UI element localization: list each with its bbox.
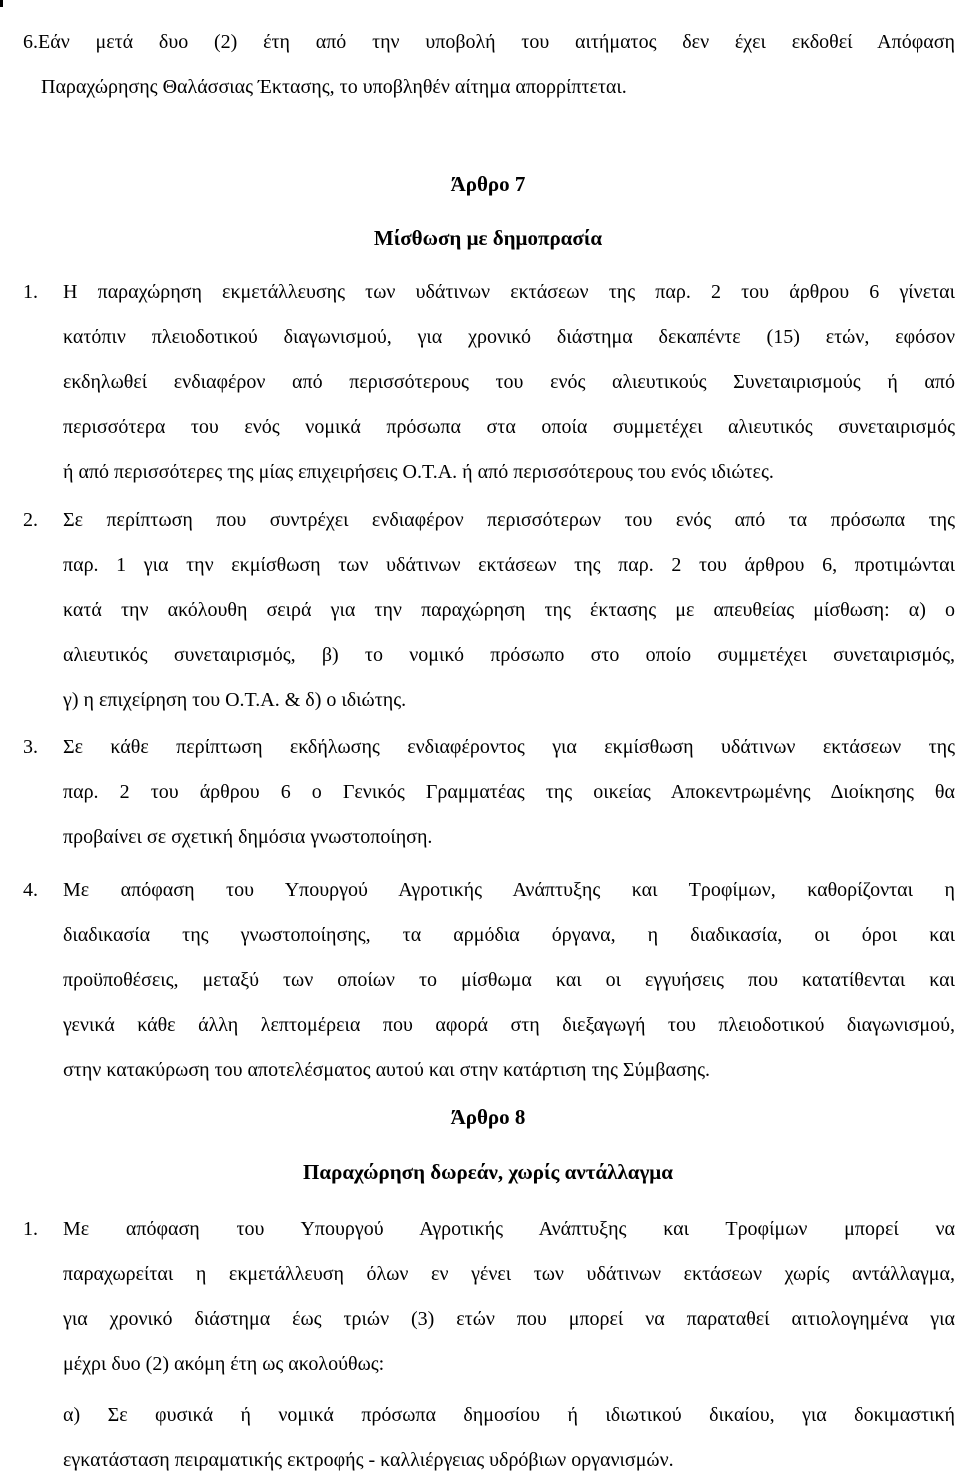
paragraph-text: Σε κάθε περίπτωση εκδήλωσης ενδιαφέροντος για εκμίσθωση υδάτινων εκτάσεων της [63, 736, 955, 758]
article-7-paragraph-3 [23, 725, 955, 860]
article-8-title: Άρθρο 8 [450, 1105, 526, 1129]
paragraph-number: 1. [23, 1218, 38, 1240]
article-7-p1-line-1 [23, 270, 955, 315]
article-7-paragraph-2 [23, 498, 955, 723]
article-7-p2-line-5: γ) η επιχείρηση του Ο.Τ.Α. & δ) ο ιδιώτης. [63, 689, 407, 711]
paragraph-number: 6. [23, 31, 38, 53]
paragraph-6 [23, 20, 955, 110]
article-7-p3-line-1 [23, 725, 955, 770]
article-8-subitem-a-line-2: εγκατάσταση πειραματικής εκτροφής - καλλιέργειας υδρόβιων οργανισμών. [63, 1449, 674, 1471]
paragraph-text: Εάν μετά δυο (2) έτη από την υποβολή του αιτήματος δεν έχει εκδοθεί Απόφαση [38, 31, 955, 53]
paragraph-6-line-1 [23, 20, 955, 65]
article-7-title: Άρθρο 7 [450, 172, 526, 196]
paragraph-text: Με απόφαση του Υπουργού Αγροτικής Ανάπτυξης και Τροφίμων, καθορίζονται η [63, 879, 955, 901]
article-7-paragraph-4 [23, 868, 955, 1093]
article-7-p4-line-3: προϋποθέσεις, μεταξύ των οποίων το μίσθωμα και οι εγγυήσεις που κατατίθενται και [63, 969, 955, 991]
article-7-p3-line-3: προβαίνει σε σχετική δημόσια γνωστοποίηση. [63, 826, 433, 848]
paragraph-number: 2. [23, 509, 38, 531]
page-corner-mark [0, 0, 3, 7]
article-8-subtitle: Παραχώρηση δωρεάν, χωρίς αντάλλαγμα [303, 1160, 673, 1184]
paragraph-6-line-2: Παραχώρησης Θαλάσσιας Έκτασης, το υποβληθέν αίτημα απορρίπτεται. [41, 76, 627, 98]
article-8-p1-line-3: για χρονικό διάστημα έως τριών (3) ετών που μπορεί να παραταθεί αιτιολογημένα για [63, 1308, 955, 1330]
article-7-p2-line-2: παρ. 1 για την εκμίσθωση των υδάτινων εκτάσεων της παρ. 2 του άρθρου 6, προτιμώνται [63, 554, 955, 576]
paragraph-number: 4. [23, 879, 38, 901]
article-8-p1-line-4: μέχρι δυο (2) ακόμη έτη ως ακολούθως: [63, 1353, 385, 1375]
article-7-p4-line-1 [23, 868, 955, 913]
paragraph-number: 3. [23, 736, 38, 758]
article-7-p1-line-4: περισσότερα του ενός νομικά πρόσωπα στα οποία συμμετέχει αλιευτικός συνεταιρισμός [63, 416, 955, 438]
article-7-p2-line-1 [23, 498, 955, 543]
article-7-paragraph-1 [23, 270, 955, 495]
article-7-p3-line-2: παρ. 2 του άρθρου 6 ο Γενικός Γραμματέας της οικείας Αποκεντρωμένης Διοίκησης θα [63, 781, 955, 803]
article-7-p2-line-3: κατά την ακόλουθη σειρά για την παραχώρηση της έκτασης με απευθείας μίσθωση: α) ο [63, 599, 955, 621]
article-8-paragraph-1 [23, 1207, 955, 1387]
article-7-p4-line-5: στην κατακύρωση του αποτελέσματος αυτού και στην κατάρτιση της Σύμβασης. [63, 1059, 711, 1081]
paragraph-text: Η παραχώρηση εκμετάλλευσης των υδάτινων εκτάσεων της παρ. 2 του άρθρου 6 γίνεται [63, 281, 955, 303]
article-7-p1-line-2: κατόπιν πλειοδοτικού διαγωνισμού, για χρονικό διάστημα δεκαπέντε (15) ετών, εφόσον [63, 326, 955, 348]
paragraph-text: Σε περίπτωση που συντρέχει ενδιαφέρον περισσότερων του ενός από τα πρόσωπα της [63, 509, 955, 531]
article-7-p4-line-4: γενικά κάθε άλλη λεπτομέρεια που αφορά στη διεξαγωγή του πλειοδοτικού διαγωνισμού, [63, 1014, 955, 1036]
article-7-p4-line-2: διαδικασία της γνωστοποίησης, τα αρμόδια όργανα, η διαδικασία, οι όροι και [63, 924, 955, 946]
article-8-p1-line-1 [23, 1207, 955, 1252]
article-7-p2-line-4: αλιευτικός συνεταιρισμός, β) το νομικό πρόσωπο στο οποίο συμμετέχει συνεταιρισμός, [63, 644, 955, 666]
article-7-p1-line-3: εκδηλωθεί ενδιαφέρον από περισσότερους του ενός αλιευτικούς Συνεταιρισμούς ή από [63, 371, 955, 393]
paragraph-text: Με απόφαση του Υπουργού Αγροτικής Ανάπτυξης και Τροφίμων μπορεί να [63, 1218, 955, 1240]
paragraph-number: 1. [23, 281, 38, 303]
article-7-subtitle: Μίσθωση με δημοπρασία [373, 226, 603, 250]
article-7-p1-line-5: ή από περισσότερες της μίας επιχειρήσεις Ο.Τ.Α. ή από περισσότερους του ενός ιδιώτες. [63, 461, 774, 483]
article-8-subitem-a-line-1: α) Σε φυσικά ή νομικά πρόσωπα δημοσίου ή ιδιωτικού δικαίου, για δοκιμαστική [63, 1404, 955, 1426]
article-8-p1-line-2: παραχωρείται η εκμετάλλευση όλων εν γένει των υδάτινων εκτάσεων χωρίς αντάλλαγμα, [63, 1263, 955, 1285]
